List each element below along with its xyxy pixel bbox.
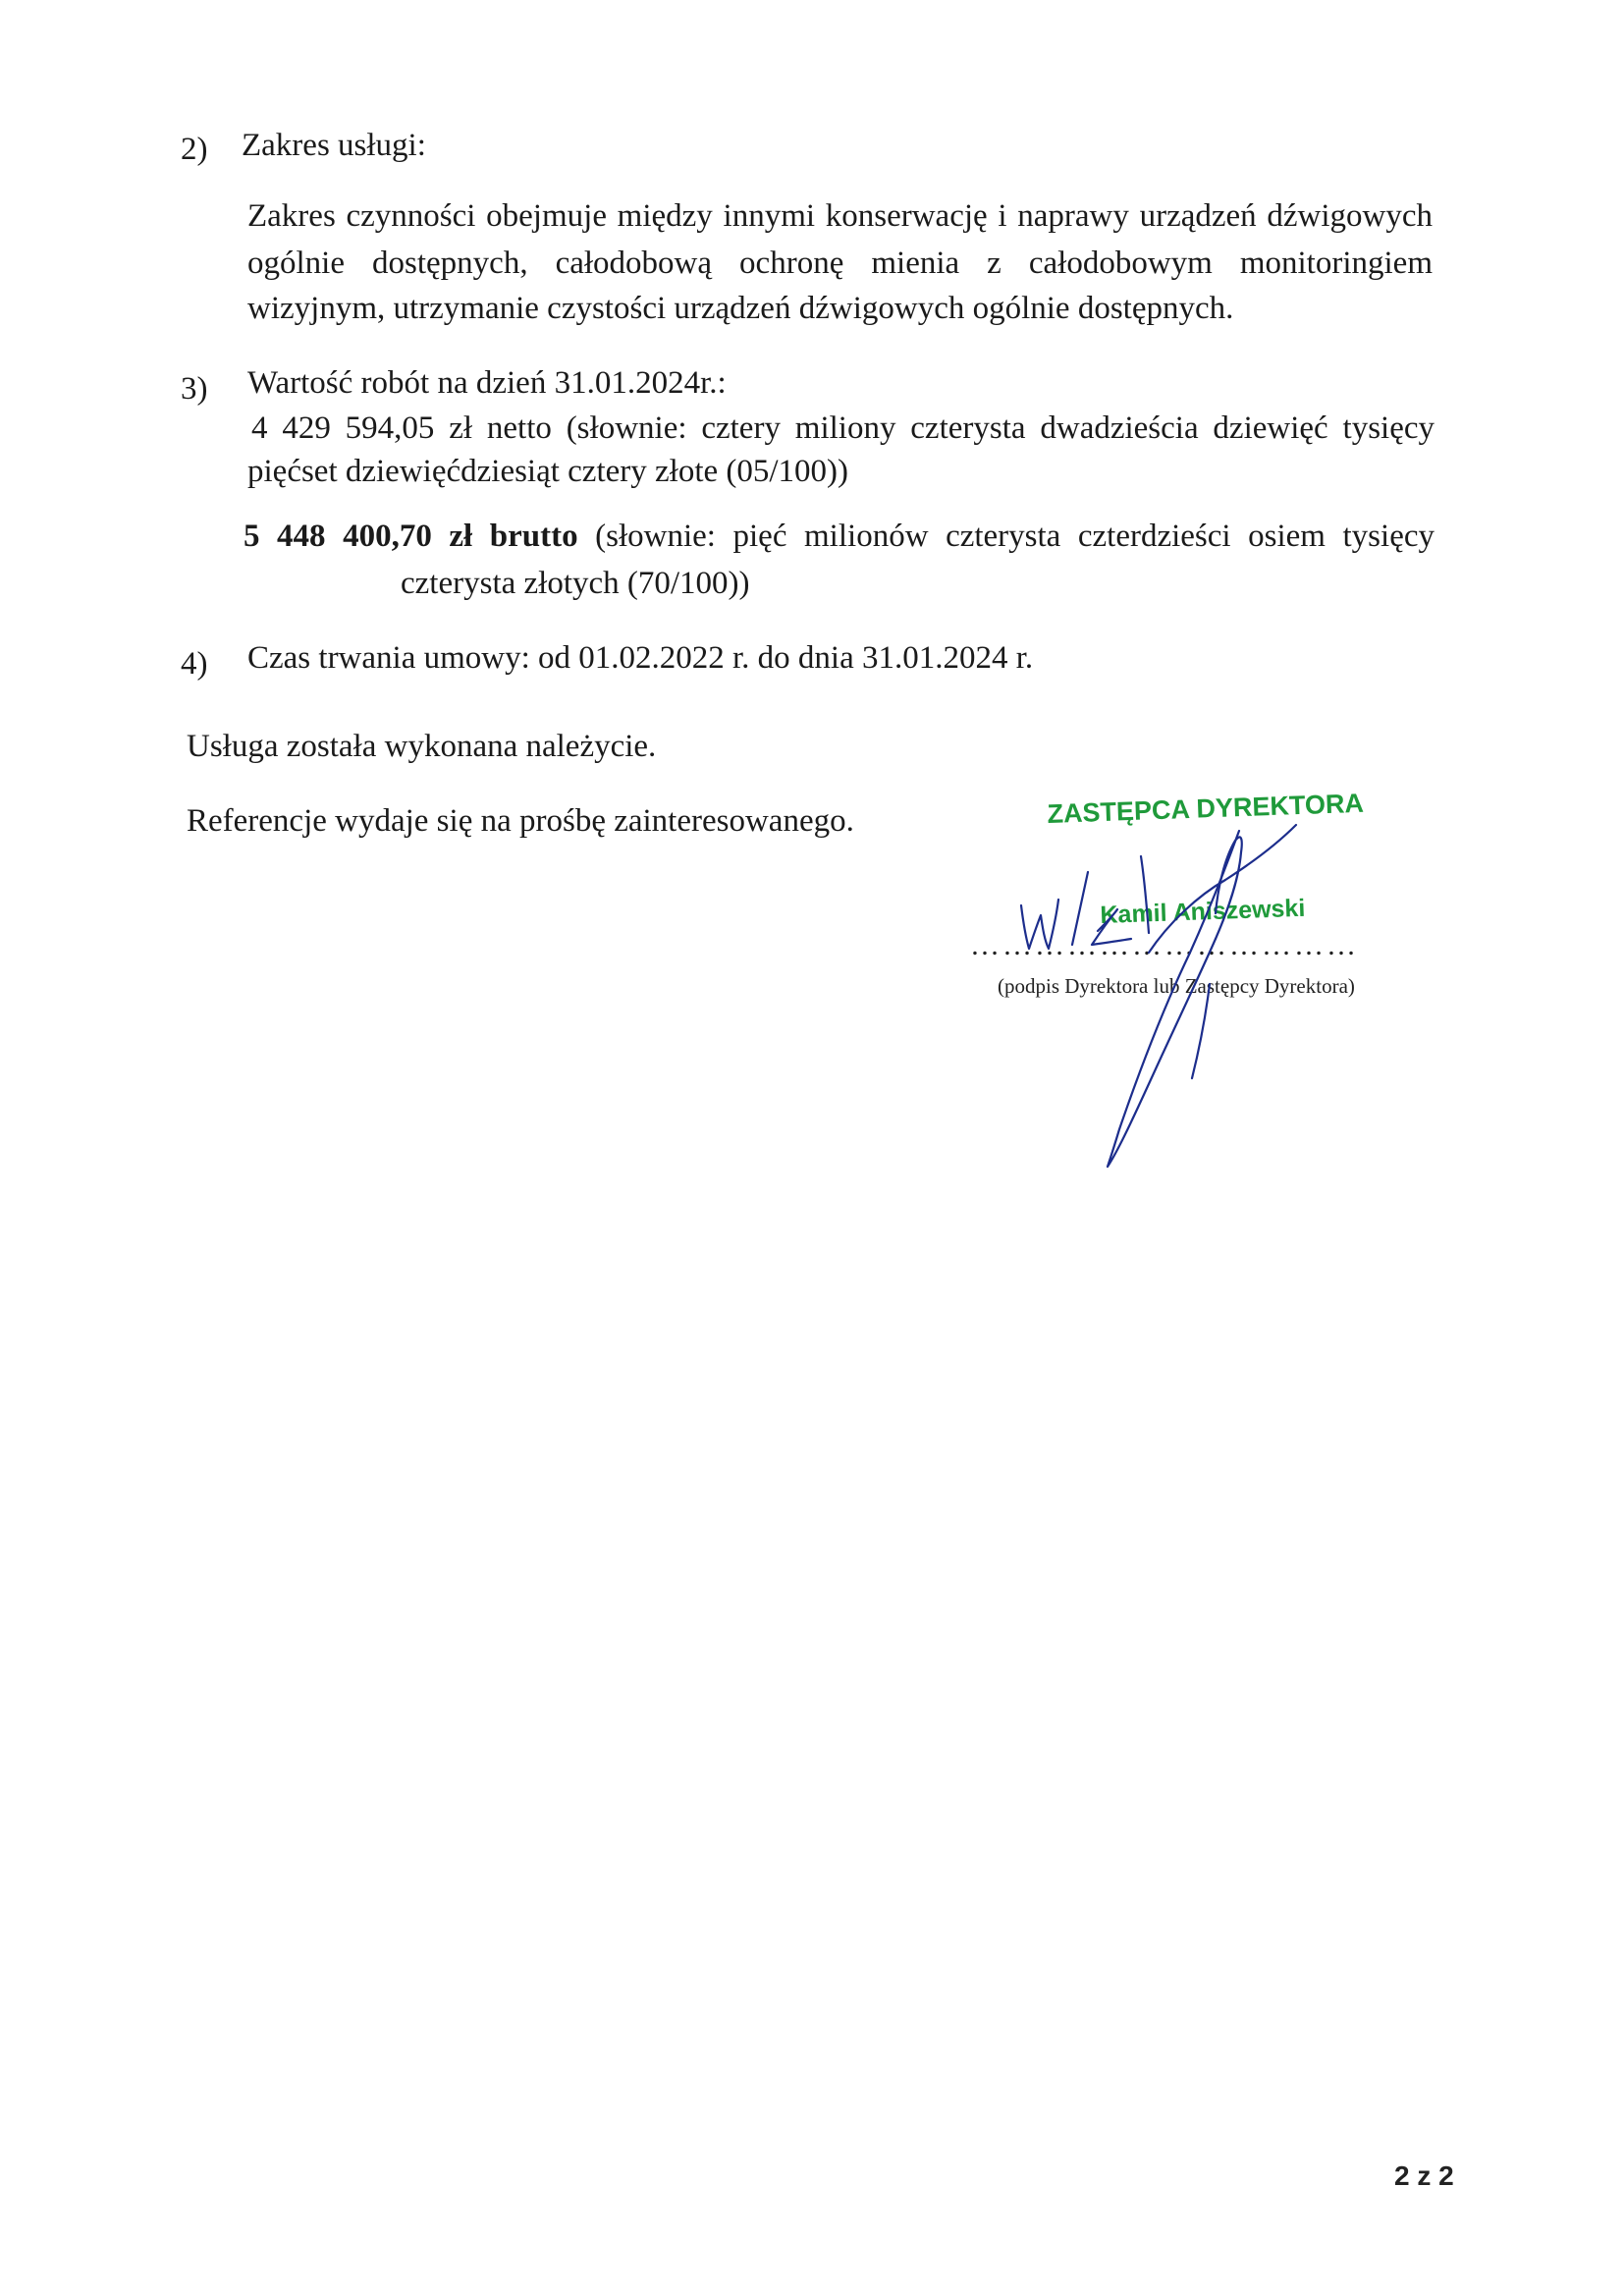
section-3-netto-line-2: pięćset dziewięćdziesiąt cztery złote (05/100)) <box>247 454 849 489</box>
closing-line-2: Referencje wydaje się na prośbę zainteresowanego. <box>187 803 854 839</box>
stamp-name: Kamil Aniszewski <box>1100 894 1306 929</box>
section-3-brutto-line-2: czterysta złotych (70/100)) <box>401 566 750 601</box>
section-2-line-2: ogólnie dostępnych, całodobową ochronę mienia z całodobowym monitoringiem <box>247 246 1433 281</box>
closing-line-1: Usługa została wykonana należycie. <box>187 729 657 764</box>
section-3-number: 3) <box>181 371 208 407</box>
section-2-line-3: wizyjnym, utrzymanie czystości urządzeń dźwigowych ogólnie dostępnych. <box>247 291 1234 326</box>
signature-dotted-line: ……………………………… <box>970 929 1359 961</box>
section-4-text: Czas trwania umowy: od 01.02.2022 r. do dnia 31.01.2024 r. <box>247 640 1034 676</box>
section-3-heading: Wartość robót na dzień 31.01.2024r.: <box>247 365 727 401</box>
brutto-amount: 5 448 400,70 zł brutto <box>244 519 578 554</box>
section-3-brutto-line-1 <box>244 513 1435 560</box>
signature-caption: (podpis Dyrektora lub Zastępcy Dyrektora) <box>998 974 1355 998</box>
page-number: 2 z 2 <box>1394 2160 1454 2191</box>
stamp-title: ZASTĘPCA DYREKTORA <box>1047 788 1365 829</box>
section-2-heading: Zakres usługi: <box>242 128 426 163</box>
brutto-words: (słownie: pięć milionów czterysta czterdzieści osiem tysięcy <box>577 519 1435 554</box>
handwritten-signature <box>982 805 1434 1178</box>
section-2-number: 2) <box>181 132 208 167</box>
section-3-netto-line-1: 4 429 594,05 zł netto (słownie: cztery miliony czterysta dwadzieścia dziewięć tysięcy <box>251 410 1435 446</box>
section-2-line-1: Zakres czynności obejmuje między innymi konserwację i naprawy urządzeń dźwigowych <box>247 198 1433 234</box>
section-4-number: 4) <box>181 646 208 682</box>
